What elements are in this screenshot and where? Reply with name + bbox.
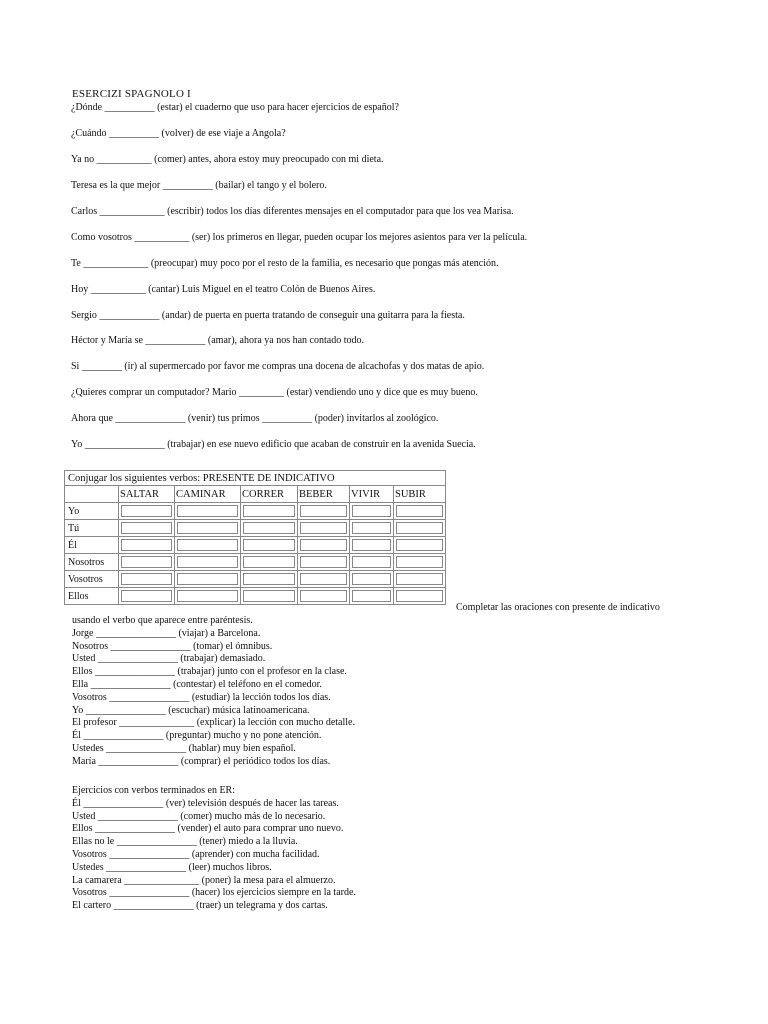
answer-cell[interactable] (119, 554, 175, 571)
answer-cell[interactable] (175, 588, 241, 605)
exercise-line: Ella ________________ (contestar) el teléfono en el comedor. (72, 678, 322, 690)
exercise-line: Usted ________________ (comer) mucho más de lo necesario. (72, 810, 326, 822)
answer-cell[interactable] (175, 520, 241, 537)
exercise-line: Hoy ___________ (cantar) Luis Miguel en el teatro Colón de Buenos Aires. (71, 284, 376, 295)
exercise-line: Nosotros ________________ (tomar) el ómnibus. (72, 640, 273, 652)
answer-cell[interactable] (394, 520, 446, 537)
exercise-line: Si ________ (ir) al supermercado por favor me compras una docena de alcachofas y dos matas de apio. (71, 361, 485, 372)
answer-cell[interactable] (394, 571, 446, 588)
answer-cell[interactable] (350, 588, 394, 605)
exercise-line: Él ________________ (preguntar) mucho y no pone atención. (72, 730, 322, 742)
exercise-list-2 (72, 615, 355, 769)
verb-header: BEBER (298, 486, 350, 503)
table-heading: Conjugar los siguientes verbos: PRESENTE DE INDICATIVO (65, 471, 446, 486)
verb-header: SALTAR (119, 486, 175, 503)
answer-cell[interactable] (298, 571, 350, 588)
exercise-list-3 (72, 785, 356, 913)
exercise-line: Jorge ________________ (viajar) a Barcelona. (72, 627, 261, 639)
exercise-line: El profesor _______________ (explicar) la lección con mucho detalle. (72, 717, 355, 729)
pronoun-label: Tú (65, 520, 119, 537)
exercise-line: ¿Quieres comprar un computador? Mario _________ (estar) vendiendo uno y dice que es muy bueno. (71, 387, 478, 398)
answer-cell[interactable] (394, 588, 446, 605)
answer-cell[interactable] (241, 537, 298, 554)
section-heading: Ejercicios con verbos terminados en ER: (72, 785, 236, 796)
answer-cell[interactable] (119, 588, 175, 605)
exercise-line: Ustedes ________________ (hablar) muy bien español. (72, 742, 296, 754)
exercise-line: Te _____________ (preocupar) muy poco por el resto de la familia, es necesario que pongas más atención. (71, 258, 499, 269)
exercise-line: El cartero ________________ (traer) un telegrama y dos cartas. (72, 900, 328, 912)
exercise-line: Ellas no le ________________ (tener) miedo a la lluvia. (72, 836, 298, 848)
exercise-line: Vosotros ________________ (hacer) los ejercicios siempre en la tarde. (72, 887, 356, 899)
answer-cell[interactable] (119, 571, 175, 588)
pronoun-label: Él (65, 537, 119, 554)
exercise-line: Héctor y María se ____________ (amar), ahora ya nos han contado todo. (71, 335, 364, 346)
answer-cell[interactable] (298, 537, 350, 554)
answer-cell[interactable] (241, 554, 298, 571)
exercise-line: Ustedes ________________ (leer) muchos libros. (72, 861, 272, 873)
conjugation-table (64, 470, 446, 605)
answer-cell[interactable] (175, 503, 241, 520)
exercise-line: María ________________ (comprar) el periódico todos los días. (72, 755, 331, 767)
exercise-line: Como vosotros ___________ (ser) los primeros en llegar, pueden ocupar los mejores asientos para ver la película. (71, 232, 528, 243)
exercise-line: Yo ________________ (escuchar) música latinoamericana. (72, 704, 310, 716)
verb-header: SUBIR (394, 486, 446, 503)
answer-cell[interactable] (350, 503, 394, 520)
answer-cell[interactable] (175, 571, 241, 588)
answer-cell[interactable] (119, 537, 175, 554)
answer-cell[interactable] (350, 571, 394, 588)
answer-cell[interactable] (350, 537, 394, 554)
exercise-line: Ahora que ______________ (venir) tus primos __________ (poder) invitarlos al zoológico. (71, 413, 439, 424)
exercise-line: Ellos ________________ (vender) el auto para comprar uno nuevo. (72, 823, 344, 835)
answer-cell[interactable] (175, 537, 241, 554)
answer-cell[interactable] (119, 503, 175, 520)
exercise-line: Vosotros ________________ (aprender) con mucha facilidad. (72, 848, 320, 860)
answer-cell[interactable] (298, 503, 350, 520)
answer-cell[interactable] (175, 554, 241, 571)
answer-cell[interactable] (241, 588, 298, 605)
verb-header: CAMINAR (175, 486, 241, 503)
exercise-line: Vosotros ________________ (estudiar) la lección todos los días. (72, 691, 331, 703)
exercise-line: La camarera _______________ (poner) la mesa para el almuerzo. (72, 874, 336, 886)
answer-cell[interactable] (298, 520, 350, 537)
answer-cell[interactable] (394, 503, 446, 520)
answer-cell[interactable] (350, 554, 394, 571)
answer-cell[interactable] (241, 520, 298, 537)
table-corner-cell (65, 486, 119, 503)
answer-cell[interactable] (394, 537, 446, 554)
verb-header: CORRER (241, 486, 298, 503)
instruction-text: usando el verbo que aparece entre paréntesis. (72, 615, 253, 626)
exercise-line: ¿Cuándo __________ (volver) de ese viaje a Angola? (71, 128, 286, 139)
pronoun-label: Ellos (65, 588, 119, 605)
answer-cell[interactable] (241, 503, 298, 520)
answer-cell[interactable] (394, 554, 446, 571)
exercise-line: Ya no ___________ (comer) antes, ahora estoy muy preocupado con mi dieta. (71, 154, 384, 165)
pronoun-label: Nosotros (65, 554, 119, 571)
answer-cell[interactable] (298, 554, 350, 571)
exercise-line: Sergio ____________ (andar) de puerta en puerta tratando de conseguir una guitarra para la fiesta. (71, 310, 465, 321)
page-title: ESERCIZI SPAGNOLO I (72, 88, 191, 100)
answer-cell[interactable] (119, 520, 175, 537)
exercise-line: ¿Dónde __________ (estar) el cuaderno que uso para hacer ejercicios de español? (71, 102, 399, 113)
verb-header: VIVIR (350, 486, 394, 503)
exercise-line: Usted ________________ (trabajar) demasiado. (72, 653, 266, 665)
answer-cell[interactable] (241, 571, 298, 588)
instruction-heading: Completar las oraciones con presente de indicativo (456, 602, 660, 613)
pronoun-label: Vosotros (65, 571, 119, 588)
exercise-line: Carlos _____________ (escribir) todos los días diferentes mensajes en el computador para que los vea Marisa. (71, 206, 514, 217)
exercise-line: Yo ________________ (trabajar) en ese nuevo edificio que acaban de construir en la avenida Suecia. (71, 439, 476, 450)
exercise-line: Él ________________ (ver) televisión después de hacer las tareas. (72, 797, 339, 809)
pronoun-label: Yo (65, 503, 119, 520)
exercise-line: Ellos ________________ (trabajar) junto con el profesor en la clase. (72, 666, 347, 678)
exercise-line: Teresa es la que mejor __________ (bailar) el tango y el bolero. (71, 180, 327, 191)
answer-cell[interactable] (298, 588, 350, 605)
answer-cell[interactable] (350, 520, 394, 537)
